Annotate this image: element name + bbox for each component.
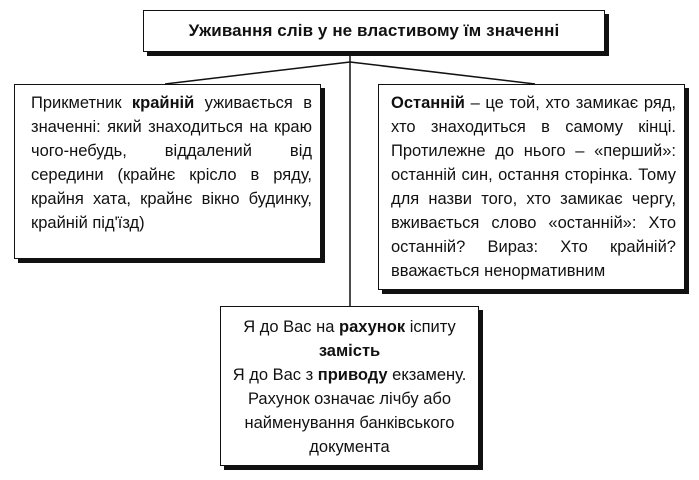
connector-to-left xyxy=(165,62,350,84)
left-text-before: Прикметник xyxy=(31,94,132,112)
diagram-title-box xyxy=(143,10,605,52)
example-line-4: Рахунок означає лічбу або найменування банківського документа xyxy=(244,390,455,456)
left-text-after: уживається в значенні: який знаходиться на краю чого-небудь, віддалений від середини (крайнє крісло в ряду, крайня хата, крайнє вікно будинку, крайній під'їзд) xyxy=(31,94,312,232)
right-term: Останній xyxy=(391,94,465,112)
example-line-3 xyxy=(227,363,472,387)
right-text-after: – це той, хто замикає ряд, хто знаходиться в самому кінці. Протилежне до нього – «перший»: останній син, остання сторінка. Тому для назви того, хто замикає чергу, вживається слово «останній»: Хто останній? Вираз: Хто крайній? вважається ненормативним xyxy=(391,94,676,280)
example-1-before: Я до Вас на xyxy=(243,318,339,336)
ostannii-definition-box xyxy=(378,84,685,290)
example-3-after: екзамену. xyxy=(387,366,467,384)
diagram-title: Уживання слів у не властивому їм значенні xyxy=(188,21,560,40)
example-1-after: іспиту xyxy=(405,318,456,336)
example-2-term: замість xyxy=(318,342,381,360)
usage-examples-box xyxy=(220,306,479,466)
example-line-2 xyxy=(227,339,472,363)
example-3-before: Я до Вас з xyxy=(232,366,318,384)
example-1-term: рахунок xyxy=(339,318,406,336)
krainii-definition-box xyxy=(14,84,321,259)
example-line-1 xyxy=(227,315,472,339)
left-term: крайній xyxy=(131,94,195,112)
connector-to-right xyxy=(350,62,535,84)
example-3-term: приводу xyxy=(317,366,388,384)
